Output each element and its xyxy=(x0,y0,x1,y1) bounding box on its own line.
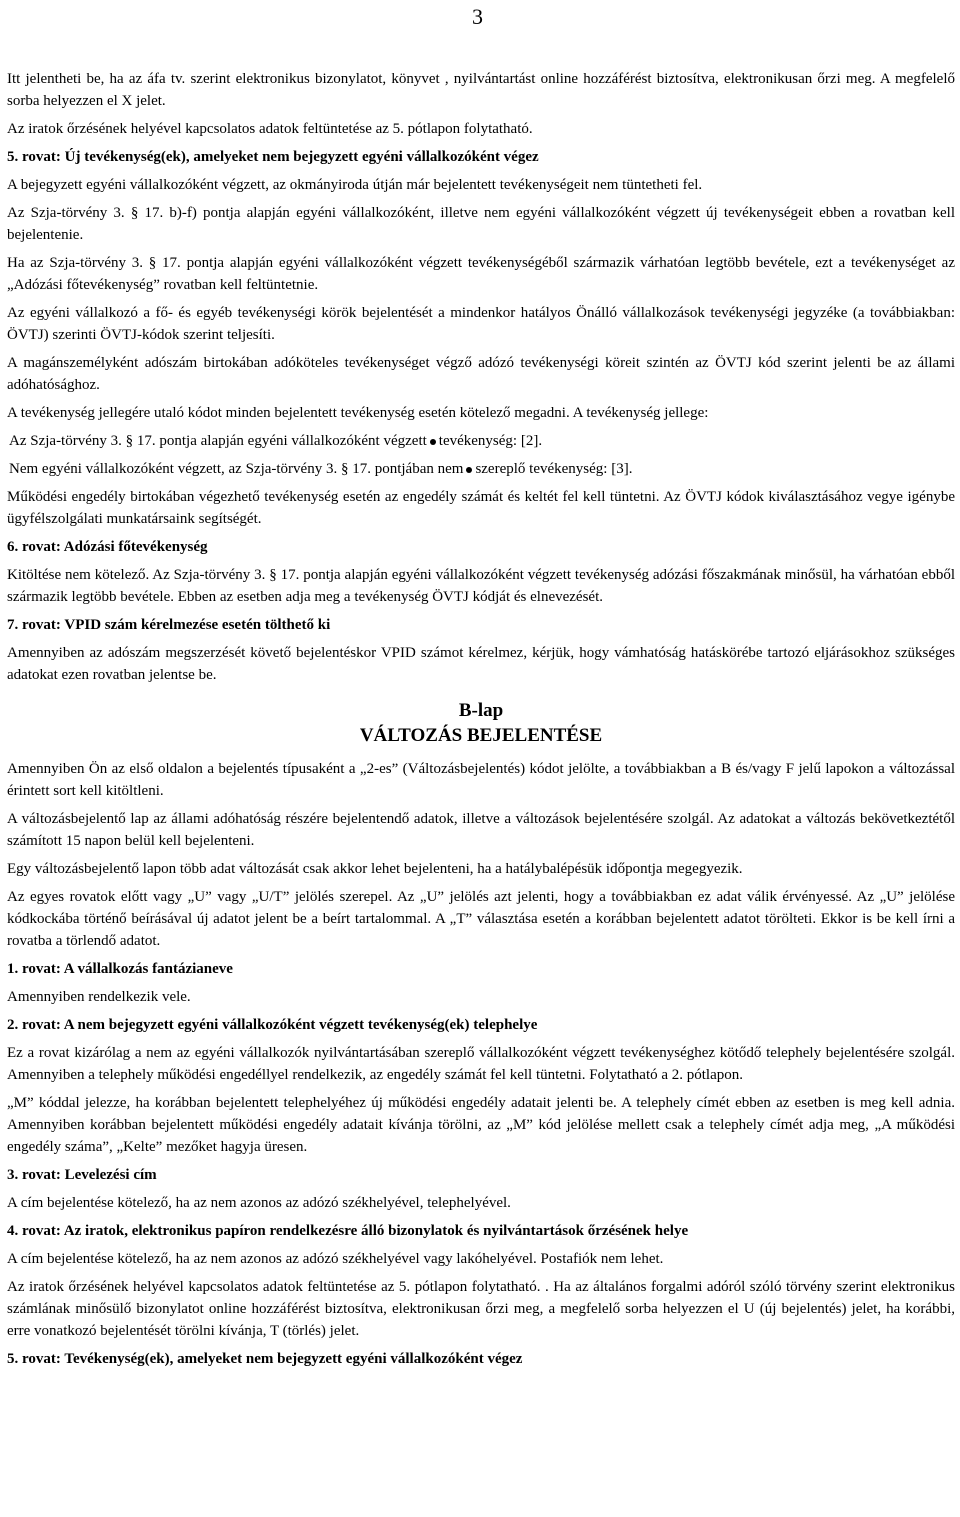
paragraph: Az egyéni vállalkozó a fő- és egyéb tevékenységi körök bejelentését a mindenkor hatályos Önálló vállalkozások tevékenységi jegyzéke (a továbbiakban: ÖVTJ) szerinti ÖVTJ-kódok szerint teljesíti. xyxy=(7,305,955,343)
section-heading-5: 5. rovat: Új tevékenység(ek), amelyeket nem bejegyzett egyéni vállalkozóként végez xyxy=(7,149,539,165)
paragraph: Kitöltése nem kötelező. Az Szja-törvény 3. § 17. pontja alapján egyéni vállalkozóként végzett tevékenység adózási főszakmának minősül, ha várhatóan ebből származik legtöbb bevétele. Ebben az esetben adja meg a tevékenység ÖVTJ kódját és elnevezését. xyxy=(7,567,955,605)
bullet-icon xyxy=(430,439,436,445)
section-heading-6: 6. rovat: Adózási főtevékenység xyxy=(7,539,208,555)
section-heading-b5: 5. rovat: Tevékenység(ek), amelyeket nem bejegyzett egyéni vállalkozóként végez xyxy=(7,1351,523,1367)
section-title-valtozas: VÁLTOZÁS BEJELENTÉSE xyxy=(359,725,603,746)
paragraph: Az iratok őrzésének helyével kapcsolatos adatok feltüntetése az 5. pótlapon folytatható. . Ha az általános forgalmi adóról szóló törvény szerint elektronikus számlának minősülő bizonylatot online hozzáférést biztosítva, elektronikusan őrzi meg, a megfelelő sorba helyezzen el U (új bejelentés) jelet, ha korábbi, erre vonatkozó bejelentését törölni kívánja, T (törlés) jelet. xyxy=(7,1279,955,1339)
paragraph: Az iratok őrzésének helyével kapcsolatos adatok feltüntetése az 5. pótlapon folytatható. xyxy=(7,121,533,137)
paragraph: A változásbejelentő lap az állami adóhatóság részére bejelentendő adatok, illetve a változások bejelentésére szolgál. Az adatokat a változás bekövetkeztétől számított 15 napon belül kell bejelenteni. xyxy=(7,811,955,849)
paragraph: Működési engedély birtokában végezhető tevékenység esetén az engedély számát és keltét fel kell tüntetni. Az ÖVTJ kódok kiválasztásához vegye igénybe ügyfélszolgálati munkatársaink segítségét. xyxy=(7,489,955,527)
list-item xyxy=(7,458,955,480)
list-item xyxy=(7,430,955,452)
paragraph: Amennyiben az adószám megszerzését követő bejelentéskor VPID számot kérelmez, kérjük, hogy vámhatóság hatáskörébe tartozó eljárásokhoz szükséges adatokat ezen rovatban jelentse be. xyxy=(7,645,955,683)
paragraph: „M” kóddal jelezze, ha korábban bejelentett telephelyéhez új működési engedély adatait jelenti be. A telephely címét ebben az esetben is meg kell adnia. Amennyiben korábban bejelentett működési engedély adatait kívánja törölni, az „M” kód jelölése mellett csak a telephely címét adja meg, „A működési engedély száma”, „Kelte” mezőket hagyja üresen. xyxy=(7,1095,955,1155)
list-item-text: Az Szja-törvény 3. § 17. pontja alapján egyéni vállalkozóként végzett xyxy=(9,433,427,449)
paragraph: A bejegyzett egyéni vállalkozóként végzett, az okmányiroda útján már bejelentett tevékenységeit nem tüntetheti fel. xyxy=(7,177,703,193)
list-item-text: tevékenység: [2]. xyxy=(438,433,543,449)
paragraph: A magánszemélyként adószám birtokában adóköteles tevékenységet végző adózó tevékenységi köreit szintén az ÖVTJ kód szerint jelenti be az állami adóhatósághoz. xyxy=(7,355,955,393)
paragraph: Egy változásbejelentő lapon több adat változását csak akkor lehet bejelenteni, ha a hatálybalépésük időpontja megegyezik. xyxy=(7,861,743,877)
page-number: 3 xyxy=(472,4,483,29)
list-item-text: Nem egyéni vállalkozóként végzett, az Szja-törvény 3. § 17. pontjában nem xyxy=(9,461,464,477)
section-heading-b4: 4. rovat: Az iratok, elektronikus papíron rendelkezésre álló bizonylatok és nyilvántartások őrzésének helye xyxy=(7,1223,689,1239)
paragraph: Az Szja-törvény 3. § 17. b)-f) pontja alapján egyéni vállalkozóként, illetve nem egyéni vállalkozóként végzett új tevékenységeit ebben a rovatban kell bejelentenie. xyxy=(7,205,955,243)
section-heading-b2: 2. rovat: A nem bejegyzett egyéni vállalkozóként végzett tevékenység(ek) telephelye xyxy=(7,1017,538,1033)
paragraph: A tevékenység jellegére utaló kódot minden bejelentett tevékenység esetén kötelező megadni. A tevékenység jellege: xyxy=(7,405,709,421)
section-heading-b1: 1. rovat: A vállalkozás fantázianeve xyxy=(7,961,233,977)
paragraph: A cím bejelentése kötelező, ha az nem azonos az adózó székhelyével vagy lakóhelyével. Postafiók nem lehet. xyxy=(7,1251,664,1267)
page-content xyxy=(7,68,955,1376)
paragraph: Az egyes rovatok előtt vagy „U” vagy „U/T” jelölés szerepel. Az „U” jelölés azt jelenti, hogy a továbbiakban ez adat válik érvényessé. Az „U” jelölése kódkockába történő beírásával új adatot jelent be a beírt tartalommal. A „T” választása esetén a korábban bejelentett adatot törölteti. Ekkor is be kell írni a rovatba a törlendő adatot. xyxy=(7,889,955,949)
bullet-icon xyxy=(466,467,472,473)
list-item-text: szereplő tevékenység: [3]. xyxy=(475,461,633,477)
paragraph: Amennyiben Ön az első oldalon a bejelentés típusaként a „2-es” (Változásbejelentés) kódot jelölte, a továbbiakban a B és/vagy F jelű lapokon a változással érintett sort kell kitöltleni. xyxy=(7,761,955,799)
section-heading-7: 7. rovat: VPID szám kérelmezése esetén tölthető ki xyxy=(7,617,331,633)
section-title-b-lap: B-lap xyxy=(458,700,504,721)
paragraph: A cím bejelentése kötelező, ha az nem azonos az adózó székhelyével, telephelyével. xyxy=(7,1195,511,1211)
paragraph: Ez a rovat kizárólag a nem az egyéni vállalkozók nyilvántartásában szereplő vállalkozóként végzett tevékenységhez kötődő telephely bejelentésére szolgál. Amennyiben a telephely működési engedéllyel rendelkezik, az engedély számát fel kell tüntetni. Folytatható a 2. pótlapon. xyxy=(7,1045,955,1083)
paragraph: Ha az Szja-törvény 3. § 17. pontja alapján egyéni vállalkozóként végzett tevékenységéből származik várhatóan legtöbb bevétele, ezt a tevékenységet az „Adózási főtevékenység” rovatban kell feltüntetnie. xyxy=(7,255,955,293)
paragraph: Amennyiben rendelkezik vele. xyxy=(7,989,191,1005)
section-heading-b3: 3. rovat: Levelezési cím xyxy=(7,1167,157,1183)
paragraph: Itt jelentheti be, ha az áfa tv. szerint elektronikus bizonylatot, könyvet , nyilvántartást online hozzáférést biztosítva, elektronikusan őrzi meg. A megfelelő sorba helyezzen el X jelet. xyxy=(7,71,955,109)
